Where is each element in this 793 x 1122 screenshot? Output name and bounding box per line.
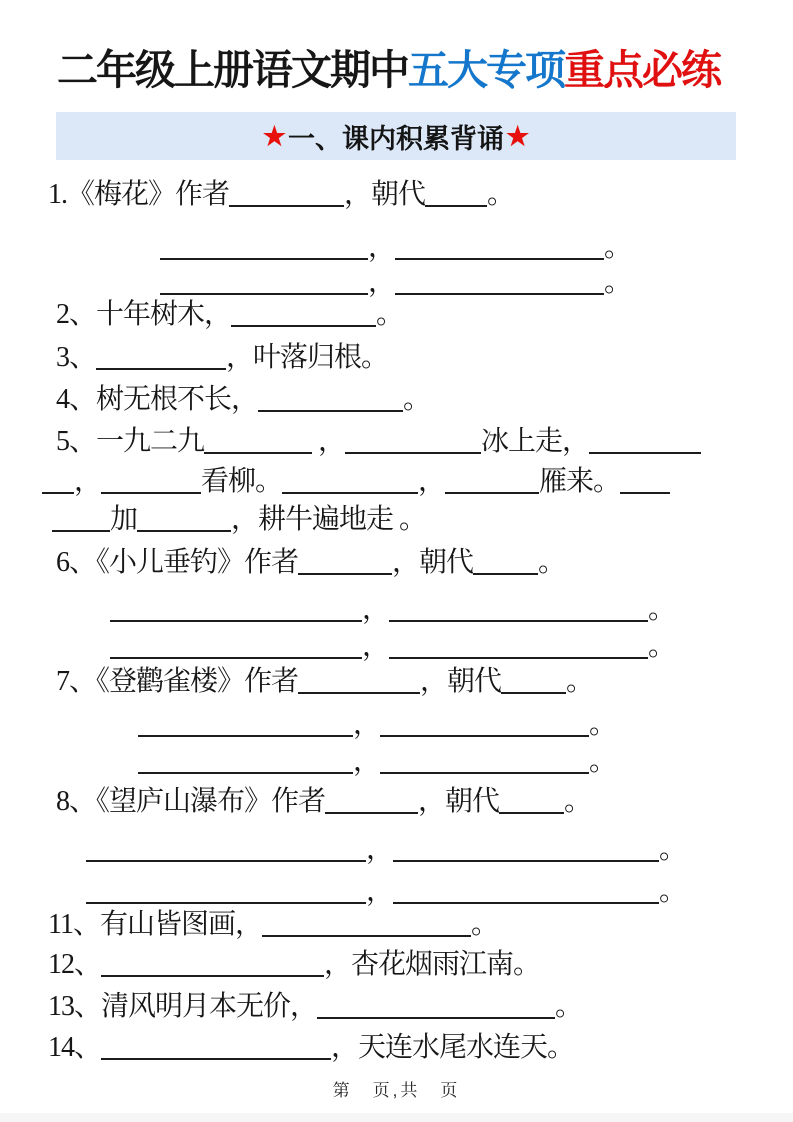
answer-blank	[389, 657, 648, 659]
question-text: 。	[589, 709, 617, 741]
question-text: ，	[312, 426, 346, 458]
worksheet-line	[48, 990, 793, 1024]
questions-area	[0, 178, 793, 1065]
question-text: 1.《梅花》作者	[48, 179, 230, 211]
question-text: 。	[470, 909, 498, 941]
answer-blank	[499, 812, 564, 814]
answer-blank	[52, 530, 110, 532]
answer-blank	[389, 620, 648, 622]
question-text: ，朝代	[420, 666, 502, 698]
question-text: 2、十年树木，	[56, 299, 232, 331]
question-text: 。	[403, 384, 431, 416]
answer-blank	[138, 772, 353, 774]
question-text: ，朝代	[344, 179, 426, 211]
worksheet-line	[48, 948, 793, 982]
page-footer: 第 页,共 页	[332, 1081, 461, 1101]
question-text: 。	[566, 666, 594, 698]
question-text: 8、《望庐山瀑布》作者	[56, 786, 326, 818]
question-text: ，朝代	[392, 547, 474, 579]
answer-blank	[395, 258, 604, 260]
worksheet-line	[86, 833, 793, 867]
answer-blank	[620, 492, 670, 494]
question-text: ，	[353, 746, 381, 778]
page-title	[0, 0, 793, 95]
worksheet-line	[110, 630, 793, 664]
answer-blank	[137, 530, 231, 532]
question-text: ，	[368, 232, 396, 264]
answer-blank	[317, 1017, 555, 1019]
answer-blank	[425, 205, 487, 207]
question-text: ，	[368, 267, 396, 299]
answer-blank	[86, 902, 366, 904]
question-text: ，	[418, 466, 446, 498]
question-text: 。	[538, 547, 566, 579]
answer-blank	[395, 293, 604, 295]
answer-blank	[380, 735, 589, 737]
question-text: 。	[589, 746, 617, 778]
worksheet-line	[56, 665, 793, 699]
star-icon: ★	[506, 120, 530, 151]
worksheet-line	[52, 503, 793, 537]
answer-blank	[282, 492, 418, 494]
question-text: 看柳。	[201, 466, 283, 498]
answer-blank	[86, 860, 366, 862]
question-text: ，	[366, 876, 394, 908]
worksheet-line	[56, 546, 793, 580]
worksheet-line	[56, 341, 793, 375]
question-text: 13、清风明月本无价，	[48, 991, 318, 1023]
question-text: 5、一九二九	[56, 426, 205, 458]
answer-blank	[298, 692, 420, 694]
question-text: ，叶落归根。	[226, 342, 389, 374]
title-part-black: 二年级上册语文期中	[57, 47, 408, 93]
answer-blank	[101, 975, 324, 977]
worksheet-line	[56, 383, 793, 417]
question-text: ，	[366, 834, 394, 866]
answer-blank	[231, 325, 376, 327]
answer-blank	[258, 410, 403, 412]
question-text: 11、有山皆图画，	[48, 909, 262, 941]
answer-blank	[393, 902, 659, 904]
answer-blank	[501, 692, 566, 694]
question-text: 。	[604, 232, 632, 264]
question-text: 冰上走，	[481, 426, 590, 458]
answer-blank	[101, 1058, 331, 1060]
answer-blank	[160, 258, 368, 260]
question-text: 。	[659, 834, 687, 866]
question-text: 6、《小儿垂钓》作者	[56, 547, 299, 579]
answer-blank	[298, 573, 392, 575]
question-text: ，	[74, 466, 102, 498]
worksheet-line	[86, 875, 793, 909]
question-text: ，杏花烟雨江南。	[324, 949, 541, 981]
answer-blank	[96, 368, 226, 370]
question-text: ，天连水尾水连天。	[331, 1032, 575, 1064]
section-title: 一、课内积累背诵	[288, 123, 504, 154]
answer-blank	[393, 860, 659, 862]
answer-blank	[445, 492, 539, 494]
question-text: ，耕牛遍地走 。	[231, 504, 427, 536]
question-text: 。	[648, 594, 676, 626]
title-part-blue: 五大专项	[408, 47, 564, 93]
worksheet-line	[48, 1031, 793, 1065]
answer-blank	[380, 772, 589, 774]
answer-blank	[42, 492, 74, 494]
answer-blank	[110, 620, 362, 622]
question-text: 3、	[56, 342, 97, 374]
question-text: ，	[362, 631, 390, 663]
question-text: 。	[555, 991, 583, 1023]
question-text: 7、《登鹳雀楼》作者	[56, 666, 299, 698]
answer-blank	[110, 657, 362, 659]
question-text: 。	[564, 786, 592, 818]
answer-blank	[345, 452, 481, 454]
worksheet-line	[48, 908, 793, 942]
title-part-red: 重点必练	[564, 47, 720, 93]
worksheet-line	[42, 465, 793, 499]
worksheet-line	[138, 745, 793, 779]
worksheet-line	[110, 593, 793, 627]
worksheet-line	[160, 266, 793, 300]
question-text: 雁来。	[539, 466, 621, 498]
star-icon: ★	[262, 120, 286, 151]
question-text: 4、树无根不长，	[56, 384, 259, 416]
question-text: ，	[353, 709, 381, 741]
worksheet-line	[56, 298, 793, 332]
question-text: 。	[604, 267, 632, 299]
answer-blank	[101, 492, 201, 494]
question-text: ，	[362, 594, 390, 626]
answer-blank	[262, 935, 471, 937]
answer-blank	[473, 573, 538, 575]
answer-blank	[325, 812, 418, 814]
worksheet-line	[138, 708, 793, 742]
question-text: 加	[110, 504, 138, 536]
worksheet-line	[56, 785, 793, 819]
worksheet-line	[56, 425, 793, 459]
page-bottom-edge	[0, 1113, 793, 1122]
worksheet-line	[48, 178, 793, 212]
worksheet-line	[160, 231, 793, 265]
section-header	[56, 112, 736, 160]
question-text: 。	[376, 299, 404, 331]
question-text: 12、	[48, 949, 102, 981]
question-text: ，朝代	[418, 786, 500, 818]
answer-blank	[229, 205, 344, 207]
answer-blank	[160, 293, 368, 295]
question-text: 。	[648, 631, 676, 663]
question-text: 。	[659, 876, 687, 908]
question-text: 14、	[48, 1032, 102, 1064]
answer-blank	[204, 452, 312, 454]
answer-blank	[589, 452, 701, 454]
answer-blank	[138, 735, 353, 737]
question-text: 。	[487, 179, 515, 211]
